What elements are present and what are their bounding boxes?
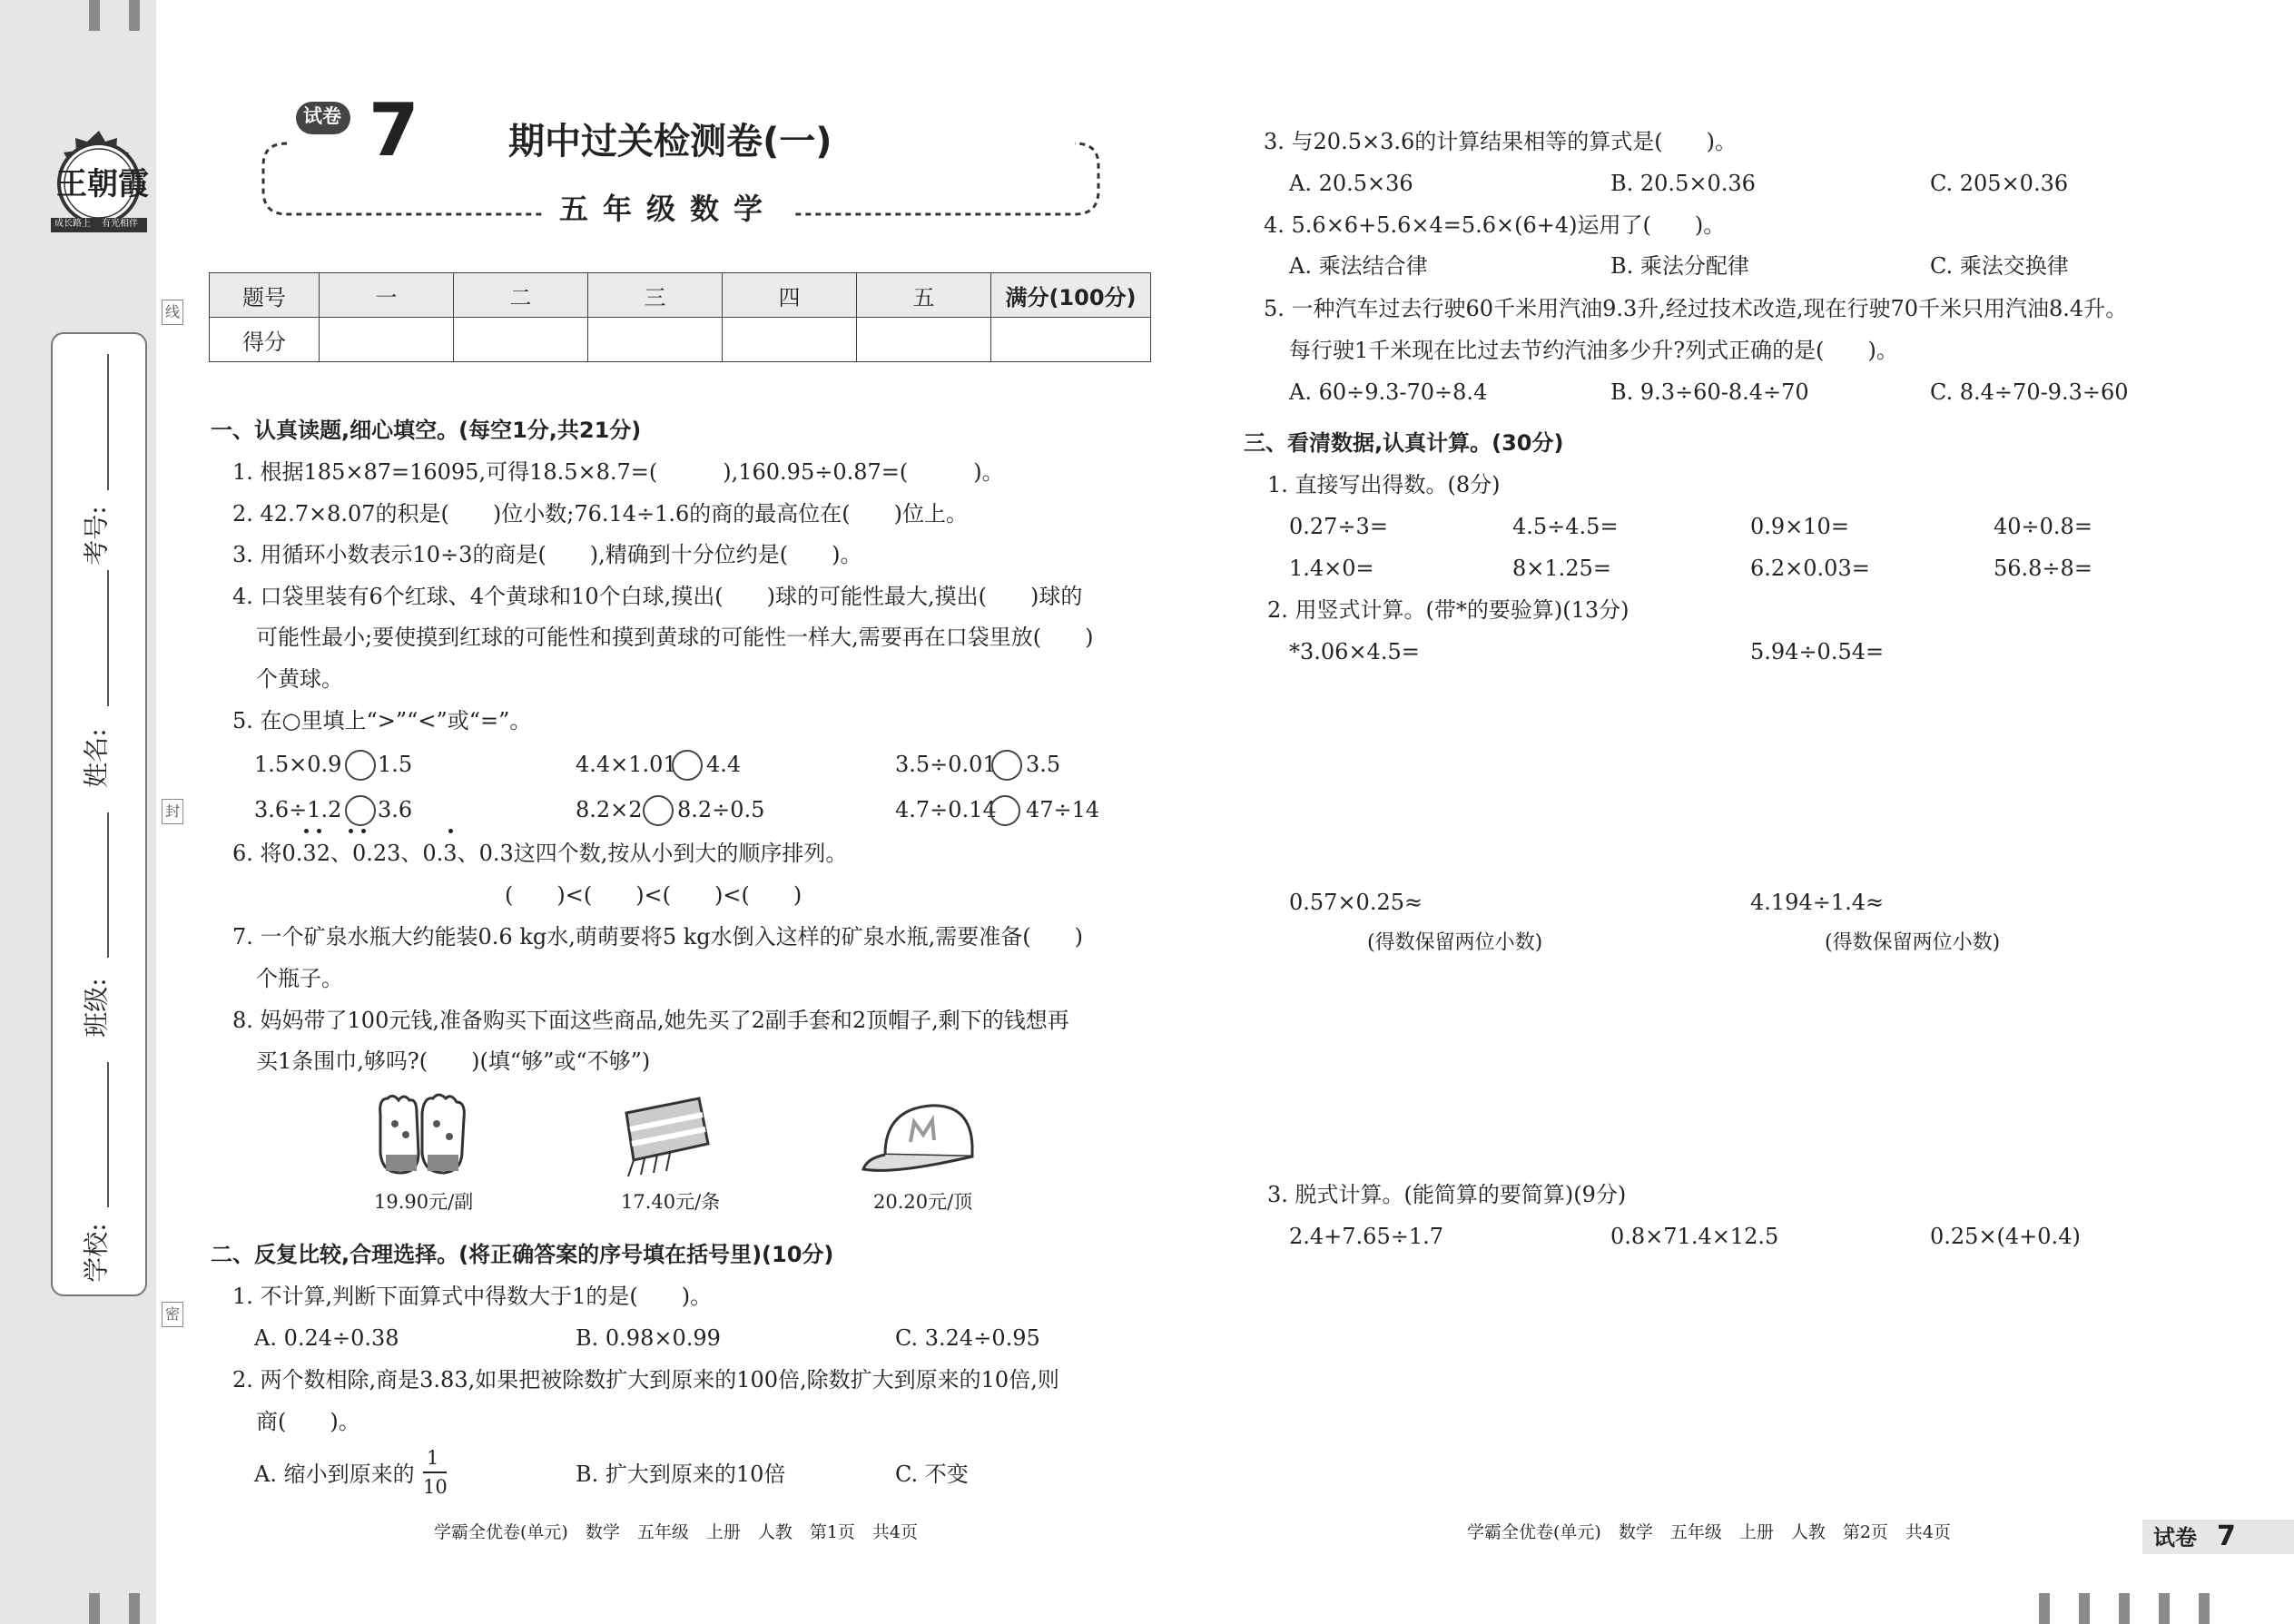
student-info-box: [51, 332, 147, 1296]
s2-q4-option-b: B. 乘法分配律: [1610, 253, 1749, 279]
repeat-dot: [448, 829, 453, 833]
section-1-title: 一、认真读题,细心填空。(每空1分,共21分): [211, 418, 642, 443]
s1-question-7: 7. 一个矿泉水瓶大约能装0.6 kg水,萌萌要将5 kg水倒入这样的矿泉水瓶,需要准备( ): [232, 924, 1084, 950]
page-title: 期中过关检测卷(一): [490, 123, 851, 160]
name-field[interactable]: [107, 570, 109, 706]
score-cell[interactable]: [588, 318, 723, 362]
rounding-note: (得数保留两位小数): [1825, 931, 2001, 954]
step-calc-item: 0.8×71.4×12.5: [1610, 1224, 1779, 1249]
badge-text: 试卷: [303, 105, 341, 127]
s1-question-4: 4. 口袋里装有6个红球、4个黄球和10个白球,摸出( )球的可能性最大,摸出( )球的: [232, 584, 1083, 609]
crop-mark: [129, 0, 140, 31]
oral-calc-item: 6.2×0.03=: [1750, 556, 1870, 581]
compare-right: 1.5: [378, 752, 413, 777]
s1-question-2: 2. 42.7×8.07的积是( )位小数;76.14÷1.6的商的最高位在( )位上。: [232, 501, 969, 527]
s1-question-1: 1. 根据185×87=16095,可得18.5×8.7=( ),160.95÷0.87=( )。: [232, 459, 1004, 485]
vertical-calc-item: 4.194÷1.4≈: [1750, 890, 1885, 915]
s3-part-3: 3. 脱式计算。(能简算的要简算)(9分): [1267, 1182, 1627, 1207]
compare-left: 1.5×0.9: [254, 752, 342, 777]
compare-circle[interactable]: [672, 750, 703, 781]
price-gloves: 19.90元/副: [374, 1191, 474, 1213]
repeat-dot: [361, 829, 366, 833]
compare-circle[interactable]: [991, 750, 1022, 781]
score-header-cell: 一: [320, 273, 454, 318]
bind-mark-line: 线: [162, 300, 183, 325]
compare-left: 3.5÷0.01: [895, 752, 997, 777]
crop-mark: [2079, 1593, 2090, 1624]
repeat-dot: [317, 829, 321, 833]
score-cell[interactable]: [723, 318, 857, 362]
s2-q4-option-c: C. 乘法交换律: [1930, 253, 2069, 279]
oral-calc-item: 8×1.25=: [1512, 556, 1611, 581]
s2-question-3: 3. 与20.5×3.6的计算结果相等的算式是( )。: [1264, 129, 1737, 154]
crop-mark: [2159, 1593, 2170, 1624]
s2-q4-option-a: A. 乘法结合律: [1289, 253, 1428, 279]
score-header-cell: 五: [857, 273, 991, 318]
crop-mark: [2119, 1593, 2130, 1624]
s3-part-1: 1. 直接写出得数。(8分): [1267, 472, 1501, 497]
rounding-note: (得数保留两位小数): [1367, 931, 1543, 954]
gloves-icon: [368, 1088, 477, 1183]
score-header-cell: 二: [454, 273, 588, 318]
bind-mark-seal: 封: [162, 799, 183, 824]
exam-number-field[interactable]: [107, 354, 109, 490]
exam-number-label: 考号:: [81, 506, 112, 566]
oral-calc-item: 40÷0.8=: [1994, 514, 2092, 539]
footer-right: 学霸全优卷(单元) 数学 五年级 上册 人教 第2页 共4页: [1467, 1522, 1952, 1542]
step-calc-item: 2.4+7.65÷1.7: [1289, 1224, 1443, 1249]
compare-left: 4.7÷0.14: [895, 797, 997, 822]
score-header-cell: 三: [588, 273, 723, 318]
oral-calc-item: 56.8÷8=: [1994, 556, 2092, 581]
compare-right: 3.5: [1026, 752, 1061, 777]
fraction-bar: [423, 1471, 447, 1473]
score-header-cell: 四: [723, 273, 857, 318]
score-cell[interactable]: [991, 318, 1151, 362]
brand-slogan-left: 成长路上: [54, 219, 91, 229]
s1-question-5: 5. 在○里填上“>”“<”或“=”。: [232, 708, 532, 733]
s3-part-2: 2. 用竖式计算。(带*的要验算)(13分): [1267, 597, 1629, 623]
score-cell[interactable]: [857, 318, 991, 362]
section-3-title: 三、看清数据,认真计算。(30分): [1244, 430, 1564, 456]
s2-q3-option-a: A. 20.5×36: [1289, 171, 1413, 196]
s2-q1-option-b: B. 0.98×0.99: [576, 1325, 721, 1351]
page-tag-label: 试卷: [2153, 1525, 2197, 1550]
s2-q5-option-b: B. 9.3÷60-8.4÷70: [1610, 379, 1809, 405]
score-table: [209, 272, 1151, 362]
page-subtitle: 五年级数学: [545, 194, 792, 223]
oral-calc-item: 1.4×0=: [1289, 556, 1374, 581]
fraction-denominator: 10: [423, 1476, 448, 1498]
school-label: 学校:: [81, 1223, 112, 1283]
footer-left: 学霸全优卷(单元) 数学 五年级 上册 人教 第1页 共4页: [434, 1522, 919, 1542]
price-cap: 20.20元/顶: [873, 1191, 973, 1213]
s1-question-6: 6. 将0.32、0.23、0.3、0.3这四个数,按从小到大的顺序排列。: [232, 841, 848, 866]
s2-q3-option-b: B. 20.5×0.36: [1610, 171, 1756, 196]
s1-question-7-line2: 个瓶子。: [256, 966, 343, 991]
oral-calc-item: 0.9×10=: [1750, 514, 1849, 539]
compare-circle[interactable]: [643, 795, 674, 826]
s1-question-8-line2: 买1条围巾,够吗?( )(填“够”或“不够”): [256, 1048, 651, 1074]
repeat-dot: [349, 829, 353, 833]
exam-number: 7: [361, 94, 427, 167]
vertical-calc-item: 0.57×0.25≈: [1289, 890, 1423, 915]
vertical-calc-item: 5.94÷0.54=: [1750, 639, 1885, 664]
s1-question-6-blanks: ( )<( )<( )<( ): [505, 882, 802, 908]
s2-question-5: 5. 一种汽车过去行驶60千米用汽油9.3升,经过技术改造,现在行驶70千米只用汽油8.4升。: [1264, 296, 2128, 321]
crop-mark: [89, 1593, 100, 1624]
crop-mark: [2199, 1593, 2210, 1624]
compare-circle[interactable]: [989, 795, 1020, 826]
s2-question-4: 4. 5.6×6+5.6×4=5.6×(6+4)运用了( )。: [1264, 212, 1726, 238]
oral-calc-item: 4.5÷4.5=: [1512, 514, 1619, 539]
crop-mark: [2039, 1593, 2050, 1624]
oral-calc-item: 0.27÷3=: [1289, 514, 1388, 539]
crop-mark: [129, 1593, 140, 1624]
score-header-cell: 题号: [210, 273, 320, 318]
compare-circle[interactable]: [345, 795, 376, 826]
price-scarf: 17.40元/条: [621, 1191, 721, 1213]
s2-question-2: 2. 两个数相除,商是3.83,如果把被除数扩大到原来的100倍,除数扩大到原来的10倍,则: [232, 1367, 1059, 1393]
s1-question-4-line3: 个黄球。: [256, 666, 343, 692]
section-2-title: 二、反复比较,合理选择。(将正确答案的序号填在括号里)(10分): [211, 1242, 834, 1267]
compare-left: 8.2×2: [576, 797, 643, 822]
compare-left: 3.6÷1.2: [254, 797, 342, 822]
cap-icon: [858, 1091, 985, 1182]
scarf-icon: [617, 1089, 717, 1180]
score-table-row: [210, 318, 1151, 362]
s2-q5-option-a: A. 60÷9.3-70÷8.4: [1289, 379, 1488, 405]
s2-q2-option-a: A. 缩小到原来的: [254, 1462, 415, 1487]
s2-q2-option-b: B. 扩大到原来的10倍: [576, 1462, 786, 1487]
name-label: 姓名:: [81, 728, 112, 788]
brand-slogan-right: 有光相伴: [102, 219, 138, 229]
repeat-dot: [304, 829, 309, 833]
school-field[interactable]: [107, 1062, 109, 1207]
brand-name: 王朝霞: [56, 166, 149, 202]
bind-mark-secret: 密: [162, 1302, 183, 1327]
step-calc-item: 0.25×(4+0.4): [1930, 1224, 2081, 1249]
score-table-header-row: [210, 273, 1151, 318]
compare-right: 4.4: [706, 752, 742, 777]
s2-question-2-line2: 商( )。: [256, 1409, 360, 1434]
score-cell[interactable]: [454, 318, 588, 362]
score-cell[interactable]: [320, 318, 454, 362]
s2-q5-option-c: C. 8.4÷70-9.3÷60: [1930, 379, 2129, 405]
s1-question-3: 3. 用循环小数表示10÷3的商是( ),精确到十分位约是( )。: [232, 542, 862, 567]
page-tag-number: 7: [2217, 1521, 2236, 1552]
compare-circle[interactable]: [345, 750, 376, 781]
score-row-label: 得分: [210, 318, 320, 362]
s2-q3-option-c: C. 205×0.36: [1930, 171, 2069, 196]
s2-q1-option-a: A. 0.24÷0.38: [254, 1325, 399, 1351]
compare-right: 47÷14: [1026, 797, 1100, 822]
crop-mark: [89, 0, 100, 31]
class-field[interactable]: [107, 812, 109, 958]
vertical-calc-item: *3.06×4.5=: [1289, 639, 1420, 664]
s1-question-8: 8. 妈妈带了100元钱,准备购买下面这些商品,她先买了2副手套和2顶帽子,剩下的钱想再: [232, 1008, 1069, 1033]
s1-question-4-line2: 可能性最小;要使摸到红球的可能性和摸到黄球的可能性一样大,需要再在口袋里放( ): [256, 625, 1094, 650]
compare-right: 8.2÷0.5: [677, 797, 765, 822]
s2-q2-option-c: C. 不变: [895, 1462, 969, 1487]
compare-left: 4.4×1.01: [576, 752, 677, 777]
fraction-numerator: 1: [427, 1447, 439, 1469]
class-label: 班级:: [81, 978, 112, 1038]
s2-question-5-line2: 每行驶1千米现在比过去节约汽油多少升?列式正确的是( )。: [1289, 338, 1898, 363]
s2-q1-option-c: C. 3.24÷0.95: [895, 1325, 1040, 1351]
score-header-cell: 满分(100分): [991, 273, 1151, 318]
compare-right: 3.6: [378, 797, 413, 822]
s2-question-1: 1. 不计算,判断下面算式中得数大于1的是( )。: [232, 1284, 713, 1309]
